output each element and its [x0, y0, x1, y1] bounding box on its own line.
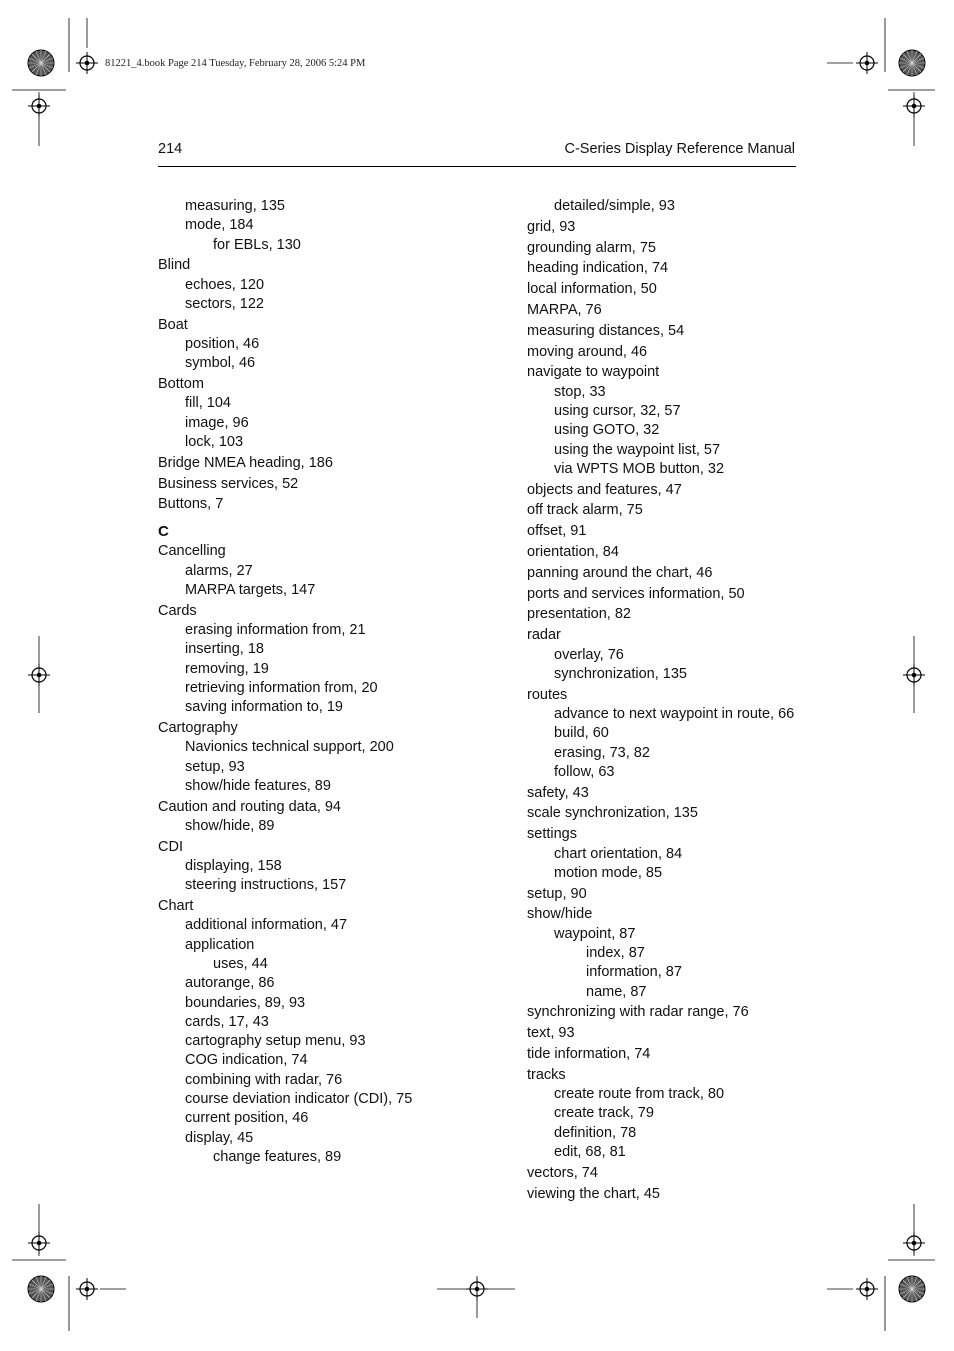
index-entry: radar — [527, 627, 561, 644]
index-subentry: definition, 78 — [554, 1124, 637, 1141]
index-entry: Bridge NMEA heading, 186 — [158, 454, 333, 471]
index-subentry: measuring, 135 — [185, 198, 285, 214]
index-entry: measuring distances, 54 — [527, 322, 685, 339]
index-entry: grid, 93 — [527, 218, 576, 235]
index-subentry: additional information, 47 — [185, 917, 348, 934]
index-entry: ports and services information, 50 — [527, 585, 745, 602]
index-subentry: advance to next waypoint in route, 66 — [554, 705, 795, 722]
index-subentry: image, 96 — [185, 414, 249, 431]
index-entry: Bottom — [158, 376, 204, 393]
index-subentry: application — [185, 936, 255, 953]
index-subentry: symbol, 46 — [185, 355, 256, 372]
index-subentry: mode, 184 — [185, 217, 254, 234]
index-subentry: using GOTO, 32 — [554, 422, 660, 439]
index-entry: setup, 90 — [527, 885, 587, 902]
index-subentry: create track, 79 — [554, 1105, 654, 1122]
index-subentry: current position, 46 — [185, 1110, 309, 1127]
index-subentry: boundaries, 89, 93 — [185, 994, 306, 1011]
index-entry: synchronizing with radar range, 76 — [527, 1004, 749, 1021]
index-subentry: using cursor, 32, 57 — [554, 402, 681, 419]
index-subentry: sectors, 122 — [185, 295, 264, 312]
index-subentry: chart orientation, 84 — [554, 845, 683, 862]
index-entry: Cards — [158, 602, 197, 619]
index-entry: routes — [527, 686, 568, 703]
index-subentry: retrieving information from, 20 — [185, 679, 378, 696]
index-subentry: change features, 89 — [213, 1148, 342, 1165]
index-entry: grounding alarm, 75 — [527, 239, 656, 256]
index-subentry: build, 60 — [554, 725, 609, 742]
index-column-right — [527, 197, 867, 1204]
index-subentry: erasing information from, 21 — [185, 621, 366, 638]
index-entry: viewing the chart, 45 — [527, 1185, 660, 1202]
index-entry: CDI — [158, 838, 183, 855]
index-subentry: steering instructions, 157 — [185, 877, 347, 894]
index-subentry: erasing, 73, 82 — [554, 744, 650, 761]
index-column-left — [158, 197, 498, 1167]
index-subentry: cartography setup menu, 93 — [185, 1033, 366, 1050]
index-subentry: inserting, 18 — [185, 641, 264, 658]
index-subentry: synchronization, 135 — [554, 665, 687, 682]
index-entry: heading indication, 74 — [527, 260, 669, 277]
index-subentry: position, 46 — [185, 336, 260, 353]
running-title: C-Series Display Reference Manual — [564, 141, 795, 157]
index-entry: panning around the chart, 46 — [527, 564, 713, 581]
index-entry: orientation, 84 — [527, 544, 619, 561]
index-subentry: setup, 93 — [185, 758, 245, 775]
index-entry: off track alarm, 75 — [527, 502, 643, 519]
index-subentry: motion mode, 85 — [554, 864, 663, 881]
index-entry: show/hide — [527, 906, 593, 923]
index-subentry: detailed/simple, 93 — [554, 198, 675, 214]
index-entry: Business services, 52 — [158, 475, 299, 492]
index-subentry: removing, 19 — [185, 660, 269, 677]
index-entry: Blind — [158, 257, 191, 274]
index-subentry: cards, 17, 43 — [185, 1013, 269, 1030]
index-subentry: echoes, 120 — [185, 276, 265, 293]
index-entry: offset, 91 — [527, 523, 587, 540]
index-subentry: follow, 63 — [554, 763, 615, 780]
index-subentry: edit, 68, 81 — [554, 1143, 626, 1160]
index-subentry: fill, 104 — [185, 395, 231, 412]
index-entry: tracks — [527, 1066, 566, 1083]
index-subentry: lock, 103 — [185, 434, 244, 451]
index-subentry: for EBLs, 130 — [213, 236, 301, 253]
index-subentry: alarms, 27 — [185, 562, 253, 579]
index-subentry: displaying, 158 — [185, 858, 282, 874]
index-subentry: saving information to, 19 — [185, 699, 343, 716]
index-entry: tide information, 74 — [527, 1045, 651, 1062]
index-entry: Boat — [158, 316, 188, 333]
index-entry: safety, 43 — [527, 784, 589, 801]
index-subentry: course deviation indicator (CDI), 75 — [185, 1091, 413, 1108]
index-subentry: index, 87 — [586, 944, 645, 961]
index-subentry: name, 87 — [586, 983, 647, 1000]
header-rule — [158, 166, 796, 167]
index-subentry: uses, 44 — [213, 955, 268, 972]
index-entry: scale synchronization, 135 — [527, 805, 698, 822]
index-subentry: waypoint, 87 — [554, 925, 636, 942]
index-subentry: create route from track, 80 — [554, 1086, 725, 1103]
index-entry: Buttons, 7 — [158, 496, 224, 513]
index-entry: vectors, 74 — [527, 1164, 598, 1181]
index-subentry: show/hide, 89 — [185, 817, 275, 834]
index-entry: local information, 50 — [527, 281, 657, 298]
index-entry: Cancelling — [158, 543, 226, 560]
index-entry: moving around, 46 — [527, 343, 648, 360]
index-entry: settings — [527, 826, 577, 843]
index-entry: MARPA, 76 — [527, 301, 602, 318]
index-section-letter: C — [158, 522, 169, 540]
index-subentry: show/hide features, 89 — [185, 777, 331, 794]
index-entry: Caution and routing data, 94 — [158, 798, 341, 815]
index-subentry: display, 45 — [185, 1129, 254, 1146]
index-subentry: overlay, 76 — [554, 646, 624, 663]
index-entry: Cartography — [158, 719, 238, 736]
index-entry: objects and features, 47 — [527, 481, 682, 498]
index-subentry: using the waypoint list, 57 — [554, 441, 721, 458]
index-subentry: stop, 33 — [554, 383, 606, 400]
index-entry: navigate to waypoint — [527, 364, 660, 381]
page-number: 214 — [158, 141, 183, 157]
index-subentry: information, 87 — [586, 964, 682, 981]
print-slug-line: 81221_4.book Page 214 Tuesday, February 28, 2006 5:24 PM — [105, 58, 366, 69]
index-entry: text, 93 — [527, 1025, 575, 1042]
index-subentry: combining with radar, 76 — [185, 1071, 343, 1088]
index-subentry: COG indication, 74 — [185, 1052, 308, 1069]
index-subentry: Navionics technical support, 200 — [185, 739, 394, 756]
index-subentry: via WPTS MOB button, 32 — [554, 460, 725, 477]
index-subentry: MARPA targets, 147 — [185, 581, 316, 598]
index-entry: presentation, 82 — [527, 606, 631, 623]
index-subentry: autorange, 86 — [185, 975, 275, 992]
index-entry: Chart — [158, 898, 194, 915]
